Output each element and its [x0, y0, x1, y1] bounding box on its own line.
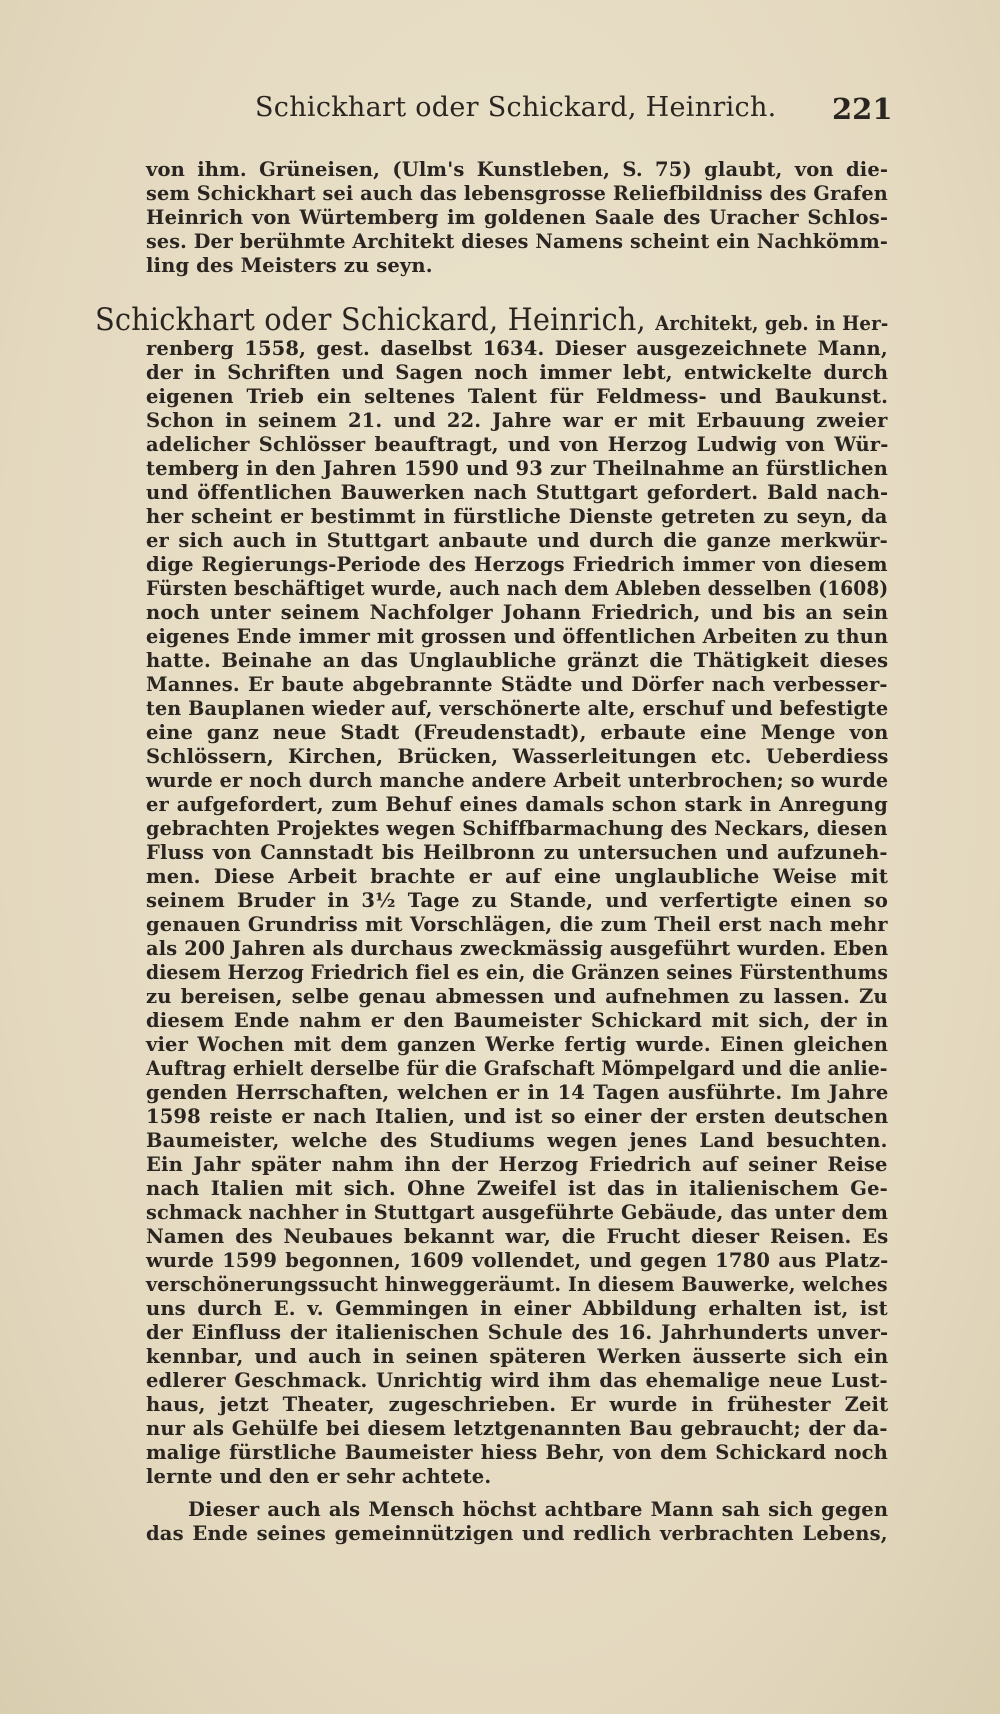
text-line: men. Diese Arbeit brachte er auf eine unglaubliche Weise mit — [146, 865, 888, 888]
text-line: eine ganz neue Stadt (Freudenstadt), erbaute eine Menge von — [146, 721, 889, 744]
text-line: uns durch E. v. Gemmingen in einer Abbildung erhalten ist, ist — [146, 1297, 888, 1320]
text-line: ses. Der berühmte Architekt dieses Namens scheint ein Nachkömm- — [146, 230, 888, 253]
text-line: das Ende seines gemeinnützigen und redlich verbrachten Lebens, — [146, 1522, 888, 1545]
text-line: Ein Jahr später nahm ihn der Herzog Friedrich auf seiner Reise — [146, 1153, 888, 1176]
text-line: eigenen Trieb ein seltenes Talent für Feldmess- und Baukunst. — [146, 385, 889, 408]
text-line: genauen Grundriss mit Vorschlägen, die zum Theil erst nach mehr — [146, 913, 888, 936]
text-line: er sich auch in Stuttgart anbaute und durch die ganze merkwür- — [146, 529, 888, 552]
text-line: wurde 1599 begonnen, 1609 vollendet, und gegen 1780 aus Platz- — [146, 1249, 889, 1272]
text-line: adelicher Schlösser beauftragt, und von Herzog Ludwig von Wür- — [146, 433, 889, 456]
text-line: edlerer Geschmack. Unrichtig wird ihm das ehemalige neue Lust- — [146, 1369, 888, 1392]
entry-first-line — [95, 302, 888, 338]
text-line: lernte und den er sehr achtete. — [146, 1465, 492, 1488]
text-line: hatte. Beinahe an das Unglaubliche gränzt die Thätigkeit dieses — [146, 649, 889, 672]
text-line: wurde er noch durch manche andere Arbeit unterbrochen; so wurde — [146, 769, 889, 792]
entry-headword: Schickhart oder Schickard, Heinrich, — [95, 302, 646, 338]
text-line: der Einfluss der italienischen Schule des 16. Jahrhunderts unver- — [146, 1321, 889, 1344]
text-line: der in Schriften und Sagen noch immer lebt, entwickelte durch — [146, 361, 889, 384]
text-line: Schon in seinem 21. und 22. Jahre war er mit Erbauung zweier — [146, 409, 888, 432]
text-line: nach Italien mit sich. Ohne Zweifel ist das in italienischem Ge- — [146, 1177, 888, 1200]
text-line: diesem Herzog Friedrich fiel es ein, die Gränzen seines Fürstenthums — [146, 961, 888, 984]
text-line: Fluss von Cannstadt bis Heilbronn zu untersuchen und aufzuneh- — [146, 841, 888, 864]
text-line: von ihm. Grüneisen, (Ulm's Kunstleben, S. 75) glaubt, von die- — [146, 158, 889, 181]
text-line: verschönerungssucht hinweggeräumt. In diesem Bauwerke, welches — [146, 1273, 888, 1296]
text-line: eigenes Ende immer mit grossen und öffentlichen Arbeiten zu thun — [146, 625, 889, 648]
page-number: 221 — [832, 92, 893, 126]
text-line: Auftrag erhielt derselbe für die Grafschaft Mömpelgard und die anlie- — [146, 1057, 888, 1080]
page-header — [0, 92, 1000, 136]
text-line: renberg 1558, gest. daselbst 1634. Dieser ausgezeichnete Mann, — [146, 337, 888, 360]
text-line: als 200 Jahren als durchaus zweckmässig ausgeführt wurden. Eben — [146, 937, 889, 960]
text-line: Dieser auch als Mensch höchst achtbare Mann sah sich gegen — [188, 1498, 889, 1521]
text-line: seinem Bruder in 3½ Tage zu Stande, und verfertigte einen so — [146, 889, 889, 912]
text-line: ling des Meisters zu seyn. — [146, 254, 433, 277]
text-line: sem Schickhart sei auch das lebensgrosse Reliefbildniss des Grafen — [146, 182, 888, 205]
text-line: vier Wochen mit dem ganzen Werke fertig wurde. Einen gleichen — [146, 1033, 889, 1056]
text-line: dige Regierungs-Periode des Herzogs Friedrich immer von diesem — [146, 553, 888, 576]
text-line: ten Bauplanen wieder auf, verschönerte alte, erschuf und befestigte — [146, 697, 889, 720]
text-line: gebrachten Projektes wegen Schiffbarmachung des Neckars, diesen — [146, 817, 888, 840]
text-line: Schlössern, Kirchen, Brücken, Wasserleitungen etc. Ueberdiess — [146, 745, 889, 768]
text-line: 1598 reiste er nach Italien, und ist so einer der ersten deutschen — [146, 1105, 889, 1128]
running-title: Schickhart oder Schickard, Heinrich. — [255, 92, 777, 123]
text-line: her scheint er bestimmt in fürstliche Dienste getreten zu seyn, da — [146, 505, 888, 528]
text-line: noch unter seinem Nachfolger Johann Friedrich, und bis an sein — [146, 601, 889, 624]
entry-headline-rest: Architekt, geb. in Her- — [655, 312, 889, 335]
text-line: und öffentlichen Bauwerken nach Stuttgart gefordert. Bald nach- — [146, 481, 889, 504]
text-line: Heinrich von Würtemberg im goldenen Saale des Uracher Schlos- — [146, 206, 889, 229]
text-line: Mannes. Er baute abgebrannte Städte und Dörfer nach verbesser- — [146, 673, 888, 696]
text-line: Fürsten beschäftiget wurde, auch nach dem Ableben desselben (1608) — [146, 577, 889, 600]
text-line: malige fürstliche Baumeister hiess Behr, von dem Schickard noch — [146, 1441, 888, 1464]
text-line: zu bereisen, selbe genau abmessen und aufnehmen zu lassen. Zu — [146, 985, 888, 1008]
text-line: temberg in den Jahren 1590 und 93 zur Theilnahme an fürstlichen — [146, 457, 888, 480]
text-line: kennbar, und auch in seinen späteren Werken äusserte sich ein — [146, 1345, 889, 1368]
text-line: schmack nachher in Stuttgart ausgeführte Gebäude, das unter dem — [146, 1201, 889, 1224]
text-line: haus, jetzt Theater, zugeschrieben. Er wurde in frühester Zeit — [146, 1393, 889, 1416]
text-line: Namen des Neubaues bekannt war, die Frucht dieser Reisen. Es — [146, 1225, 889, 1248]
text-line: genden Herrschaften, welchen er in 14 Tagen ausführte. Im Jahre — [146, 1081, 889, 1104]
text-line: diesem Ende nahm er den Baumeister Schickard mit sich, der in — [146, 1009, 889, 1032]
text-line: er aufgefordert, zum Behuf eines damals schon stark in Anregung — [146, 793, 888, 816]
text-line: Baumeister, welche des Studiums wegen jenes Land besuchten. — [146, 1129, 888, 1152]
text-line: nur als Gehülfe bei diesem letztgenannten Bau gebraucht; der da- — [146, 1417, 888, 1440]
